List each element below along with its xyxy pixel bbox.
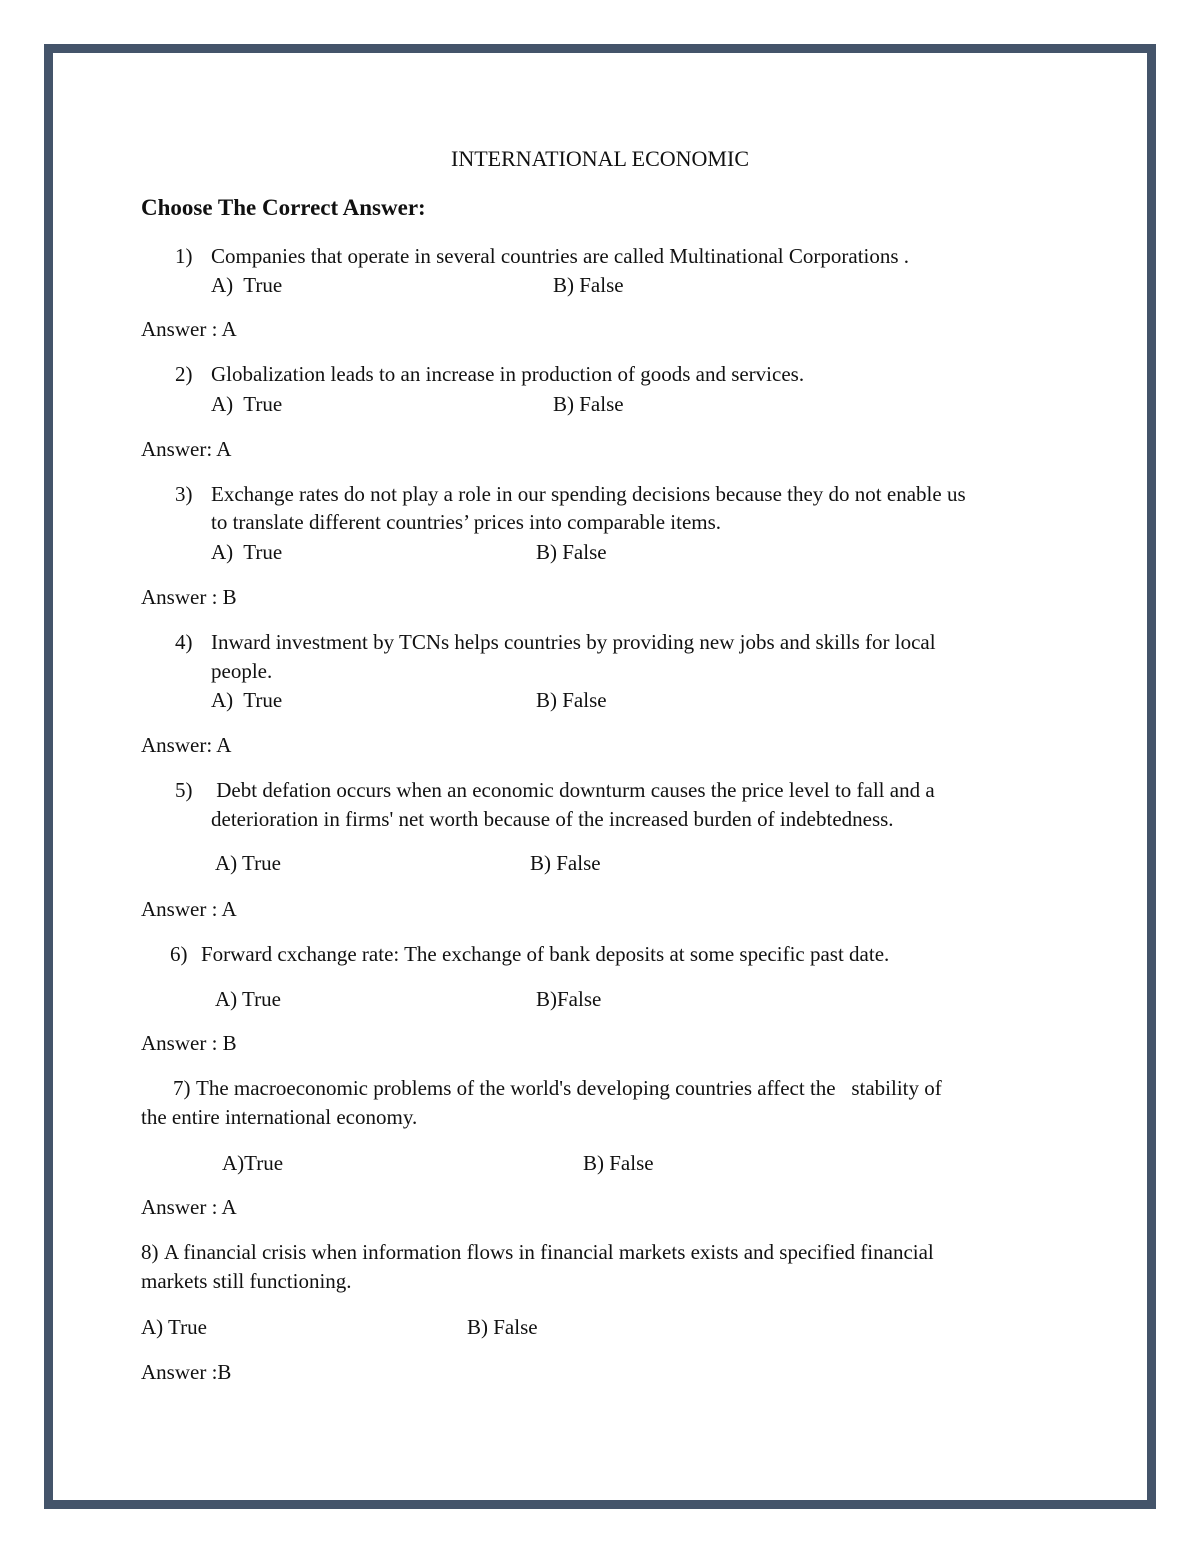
question-6-option-a: A) True xyxy=(215,987,281,1011)
question-5-number: 5) xyxy=(175,778,193,802)
question-8-text-line-2: markets still functioning. xyxy=(141,1269,352,1293)
question-6-answer: Answer : B xyxy=(141,1031,237,1055)
question-6-number: 6) xyxy=(170,942,188,966)
question-6-option-b: B)False xyxy=(536,987,602,1011)
question-7-option-a: A)True xyxy=(222,1151,284,1175)
question-5-option-b: B) False xyxy=(530,851,601,875)
question-1-text: Companies that operate in several countries are called Multinational Corporations . xyxy=(211,244,910,268)
question-2-answer: Answer: A xyxy=(141,437,232,461)
instruction-heading: Choose The Correct Answer: xyxy=(141,195,426,220)
question-3-option-a: A) True xyxy=(211,540,283,564)
question-5-answer: Answer : A xyxy=(141,897,237,921)
question-2-option-a: A) True xyxy=(211,392,283,416)
document-title: INTERNATIONAL ECONOMIC xyxy=(451,146,749,171)
question-1-answer: Answer : A xyxy=(141,317,237,341)
question-4-option-b: B) False xyxy=(536,688,607,712)
question-1-option-b: B) False xyxy=(553,273,624,297)
question-8-option-b: B) False xyxy=(467,1315,538,1339)
question-4-text-line-2: people. xyxy=(211,659,273,683)
question-3-text-line-1: Exchange rates do not play a role in our spending decisions because they do not enable us xyxy=(211,482,966,506)
question-8-answer: Answer :B xyxy=(141,1360,232,1384)
question-3-answer: Answer : B xyxy=(141,585,237,609)
question-7-text-line-1: The macroeconomic problems of the world's developing countries affect the stability of xyxy=(196,1076,942,1100)
question-4-option-a: A) True xyxy=(211,688,283,712)
question-7-text-line-2: the entire international economy. xyxy=(141,1105,418,1129)
question-5-text-line-1: Debt defation occurs when an economic downturm causes the price level to fall and a xyxy=(211,778,935,802)
question-7-option-b: B) False xyxy=(583,1151,654,1175)
question-1-option-a: A) True xyxy=(211,273,283,297)
question-7-answer: Answer : A xyxy=(141,1195,237,1219)
question-3-number: 3) xyxy=(175,482,193,506)
question-5-text-line-2: deterioration in firms' net worth because of the increased burden of indebtedness. xyxy=(211,807,894,831)
question-7-number: 7) xyxy=(173,1076,191,1100)
question-3-text-line-2: to translate different countries’ prices into comparable items. xyxy=(211,510,722,534)
question-4-number: 4) xyxy=(175,630,193,654)
question-8-option-a: A) True xyxy=(141,1315,207,1339)
question-8-text-line-1: A financial crisis when information flows in financial markets exists and specified financial xyxy=(164,1240,934,1264)
question-4-text-line-1: Inward investment by TCNs helps countries by providing new jobs and skills for local xyxy=(211,630,936,654)
question-1-number: 1) xyxy=(175,244,193,268)
question-2-number: 2) xyxy=(175,362,193,386)
question-4-answer: Answer: A xyxy=(141,733,232,757)
question-2-text: Globalization leads to an increase in production of goods and services. xyxy=(211,362,805,386)
question-5-option-a: A) True xyxy=(215,851,281,875)
question-8-number: 8) xyxy=(141,1240,159,1264)
question-3-option-b: B) False xyxy=(536,540,607,564)
question-6-text: Forward cxchange rate: The exchange of bank deposits at some specific past date. xyxy=(201,942,890,966)
question-2-option-b: B) False xyxy=(553,392,624,416)
